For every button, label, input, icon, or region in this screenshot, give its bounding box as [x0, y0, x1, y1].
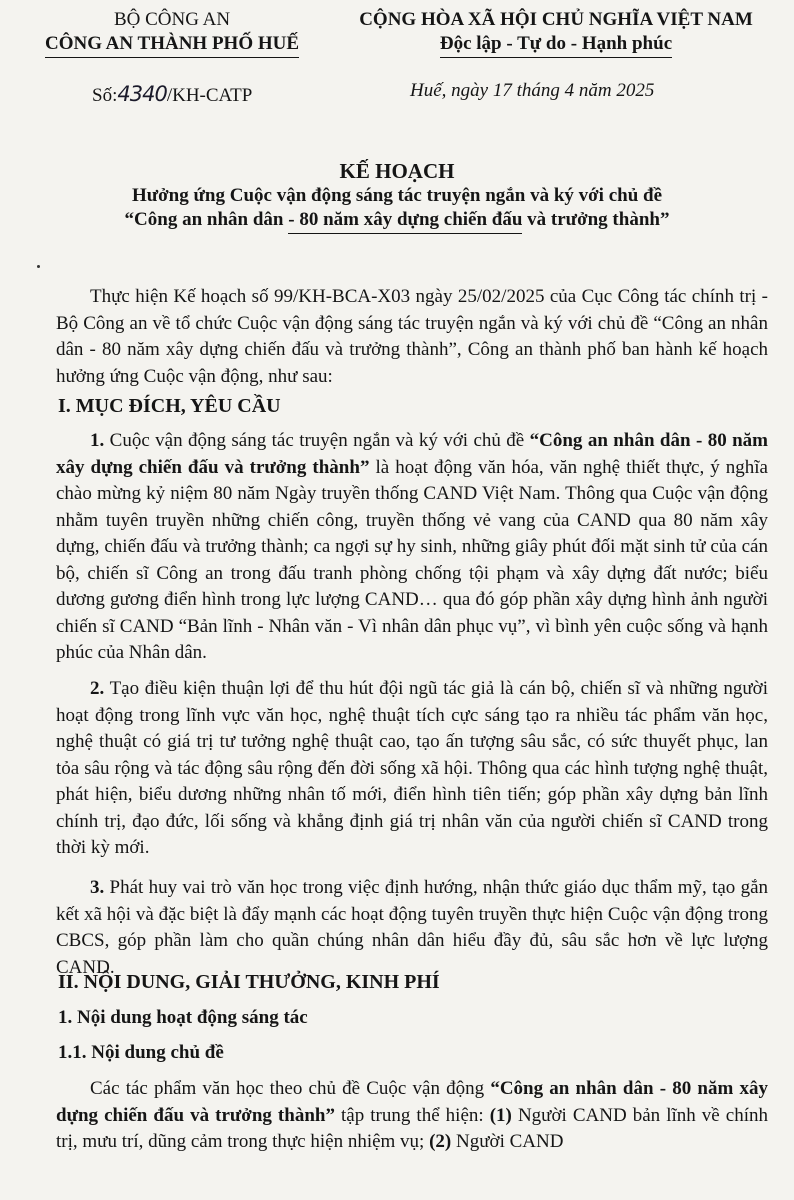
issuer-block: [22, 8, 322, 58]
intro-paragraph: Thực hiện Kế hoạch số 99/KH-BCA-X03 ngày 25/02/2025 của Cục Công tác chính trị - Bộ Công an về tổ chức Cuộc vận động sáng tác truyện ngắn và ký với chủ đề “Công an nhân dân - 80 năm xây dựng chiến đấu và trưởng thành”, Công an thành phố ban hành kế hoạch hưởng ứng Cuộc vận động, như sau:: [56, 286, 768, 387]
section-2-1-heading: 1. Nội dung hoạt động sáng tác: [58, 1007, 308, 1028]
handwritten-number: 4340: [117, 82, 167, 106]
section-1-heading: I. MỤC ĐÍCH, YÊU CẦU: [58, 395, 281, 417]
document-number: [92, 82, 252, 107]
section-2-paragraph: Các tác phẩm văn học theo chủ đề Cuộc vận động “Công an nhân dân - 80 năm xây dựng chiến đấu và trưởng thành” tập trung thể hiện: (1) Người CAND bản lĩnh về chính trị, mưu trí, dũng cảm trong thực hiện nhiệm vụ; (2) Người CAND: [56, 1078, 768, 1152]
section-2-1-1-heading: 1.1. Nội dung chủ đề: [58, 1042, 224, 1063]
unit-name: CÔNG AN THÀNH PHỐ HUẾ: [45, 32, 299, 58]
title-subtitle-1: Hưởng ứng Cuộc vận động sáng tác truyện ngắn và ký với chủ đề: [131, 185, 663, 206]
section-1-paragraph-3: 3. Phát huy vai trò văn học trong việc định hướng, nhận thức giáo dục thẩm mỹ, tạo gắn kết xã hội và đặc biệt là đẩy mạnh các hoạt động tuyên truyền thực hiện Cuộc vận động trong CBCS, góp phần làm cho quần chúng nhân dân hiểu đầy đủ, sâu sắc hơn về lực lượng CAND.: [56, 877, 768, 978]
title-subtitle-2: “Công an nhân dân - 80 năm xây dựng chiến đấu và trưởng thành”: [0, 208, 794, 234]
national-header: [318, 8, 794, 58]
document-date: Huế, ngày 17 tháng 4 năm 2025: [410, 80, 655, 101]
doc-suffix: /KH-CATP: [166, 85, 253, 106]
section-1-paragraph-1: 1. Cuộc vận động sáng tác truyện ngắn và ký với chủ đề “Công an nhân dân - 80 năm xây dựng chiến đấu và trưởng thành” là hoạt động văn hóa, văn nghệ thiết thực, ý nghĩa chào mừng kỷ niệm 80 năm Ngày truyền thống CAND Việt Nam. Thông qua Cuộc vận động nhằm tuyên truyền những chiến công, truyền thống vẻ vang của CAND qua 80 năm xây dựng, chiến đấu và trưởng thành; ca ngợi sự hy sinh, những giây phút đối mặt sinh tử của cán bộ, chiến sĩ Công an trong đấu tranh phòng chống tội phạm và xây dựng đất nước; biểu dương gương điển hình trong lực lượng CAND… qua đó góp phần xây dựng hình ảnh người chiến sĩ CAND “Bản lĩnh - Nhân văn - Vì nhân dân phục vụ”, vì bình yên cuộc sống và hạnh phúc của Nhân dân.: [56, 430, 768, 663]
agency-name: BỘ CÔNG AN: [113, 9, 231, 30]
title-main: KẾ HOẠCH: [339, 159, 455, 183]
document-title: [0, 158, 794, 234]
section-1-paragraph-2: 2. Tạo điều kiện thuận lợi để thu hút đội ngũ tác giả là cán bộ, chiến sĩ và những người hoạt động trong lĩnh vực văn học, nghệ thuật tích cực sáng tạo ra nhiều tác phẩm văn học, nghệ thuật có giá trị tư tưởng nghệ thuật cao, tạo ấn tượng sâu sắc, có sức thuyết phục, lan tỏa sâu rộng và tác động sâu rộng đến đời sống xã hội. Thông qua các hình tượng nghệ thuật, phát hiện, biểu dương những nhân tố mới, điển hình tiên tiến; góp phần xây dựng bản lĩnh chính trị, đạo đức, lối sống và khẳng định giá trị nhân văn của người chiến sĩ CAND trong thời kỳ mới.: [56, 678, 768, 858]
doc-prefix: Số:: [92, 85, 118, 106]
section-2-heading: II. NỘI DUNG, GIẢI THƯỞNG, KINH PHÍ: [58, 971, 440, 993]
national-motto: Độc lập - Tự do - Hạnh phúc: [440, 32, 672, 58]
stray-mark: [37, 265, 40, 268]
country-name: CỘNG HÒA XÃ HỘI CHỦ NGHĨA VIỆT NAM: [359, 9, 753, 30]
